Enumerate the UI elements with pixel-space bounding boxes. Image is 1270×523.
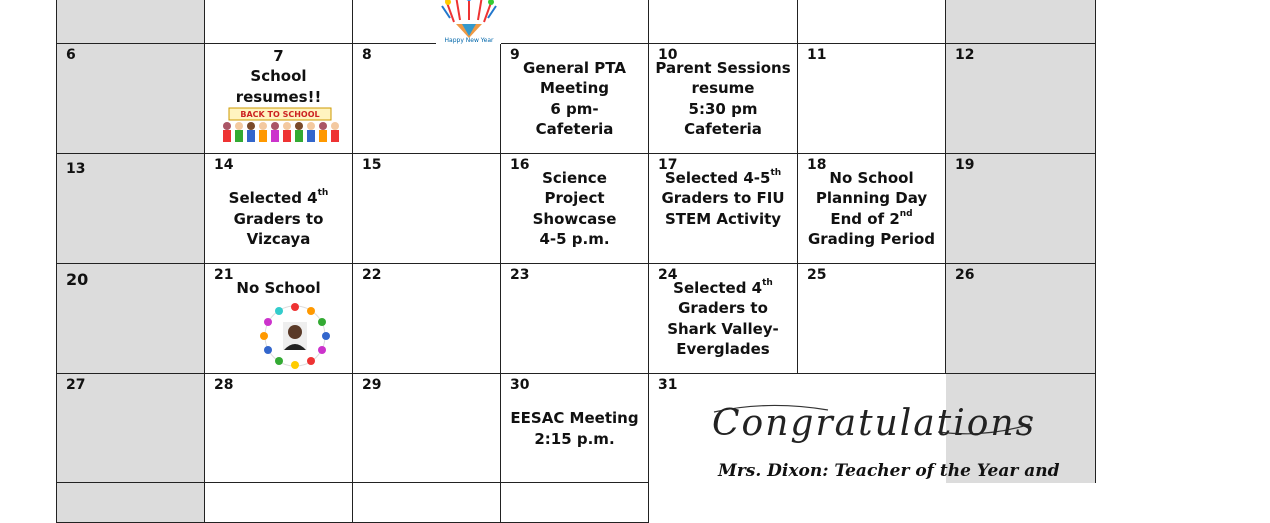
event-line: resume xyxy=(691,79,755,97)
happy-new-year-image xyxy=(436,0,502,44)
calendar-cell xyxy=(353,44,501,154)
calendar-cell xyxy=(353,483,501,523)
calendar-cell xyxy=(205,44,353,154)
calendar-cell xyxy=(353,374,501,483)
calendar-cell xyxy=(501,0,649,44)
event-line: Selected 4-5th xyxy=(664,168,782,187)
event-line: 6 pm- xyxy=(550,100,599,118)
calendar-cell xyxy=(205,264,353,374)
congratulations-heading: Congratulations xyxy=(712,403,1037,444)
day-number: 30 xyxy=(510,377,530,393)
calendar-cell xyxy=(798,0,946,44)
calendar-cell xyxy=(56,374,205,483)
event-line: No School xyxy=(236,279,321,297)
event-line: Graders to xyxy=(233,210,324,228)
calendar-cell xyxy=(56,44,205,154)
back-to-school-image xyxy=(219,106,341,146)
event-line: Cafeteria xyxy=(684,120,762,138)
day-number: 21 xyxy=(214,267,234,283)
calendar-cell xyxy=(501,264,649,374)
day-number: 22 xyxy=(362,267,382,283)
event-line: No School xyxy=(829,169,914,187)
day-number: 20 xyxy=(66,270,89,289)
day-number: 6 xyxy=(66,47,76,63)
event-line: Shark Valley- xyxy=(667,320,779,338)
mlk-children-circle-image xyxy=(256,302,334,370)
day-number: 23 xyxy=(510,267,530,283)
day-number: 9 xyxy=(510,47,520,63)
event-line: Everglades xyxy=(676,340,770,358)
calendar-cell xyxy=(649,0,798,44)
calendar-cell xyxy=(205,483,353,523)
calendar-cell xyxy=(649,44,798,154)
calendar-cell xyxy=(205,374,353,483)
day-number: 12 xyxy=(955,47,975,63)
calendar-cell xyxy=(946,154,1096,264)
event-line: Selected 4th xyxy=(228,188,329,207)
calendar-cell xyxy=(946,0,1096,44)
event-line: Cafeteria xyxy=(535,120,614,138)
event-line: Selected 4th xyxy=(673,278,773,297)
event-line: Meeting xyxy=(539,79,609,97)
calendar-cell xyxy=(353,264,501,374)
day-number: 16 xyxy=(510,157,530,173)
calendar-cell xyxy=(501,154,649,264)
event-line: Graders to xyxy=(678,299,768,317)
event-line: 2:15 p.m. xyxy=(534,430,615,448)
event-line: Grading Period xyxy=(807,230,936,248)
svg-text:BACK TO SCHOOL: BACK TO SCHOOL xyxy=(240,110,320,119)
event-line: resumes!! xyxy=(235,88,322,106)
event-line: 4-5 p.m. xyxy=(539,230,610,248)
event-line: Science xyxy=(542,169,607,187)
calendar-cell xyxy=(501,483,649,523)
calendar-cell xyxy=(798,44,946,154)
day-number: 8 xyxy=(362,47,372,63)
calendar-cell xyxy=(56,0,205,44)
day-number: 27 xyxy=(66,377,86,393)
event-line: Vizcaya xyxy=(246,230,311,248)
day-number: 13 xyxy=(66,161,86,177)
day-number: 18 xyxy=(807,157,827,173)
calendar-cell xyxy=(353,154,501,264)
calendar-cell xyxy=(56,483,205,523)
calendar-cell xyxy=(501,44,649,154)
calendar-cell xyxy=(56,264,205,374)
calendar-cell xyxy=(946,44,1096,154)
day-number: 28 xyxy=(214,377,234,393)
day-number: 25 xyxy=(807,267,827,283)
calendar-cell xyxy=(501,374,649,483)
day-number: 26 xyxy=(955,267,975,283)
day-number: 7 xyxy=(273,47,284,65)
day-number: 14 xyxy=(214,157,234,173)
day-number: 19 xyxy=(955,157,975,173)
day-number: 31 xyxy=(658,377,678,393)
event-line: Graders to FIU xyxy=(661,189,785,207)
calendar-cell xyxy=(798,154,946,264)
teacher-of-year-text: Mrs. Dixon: Teacher of the Year and xyxy=(718,461,1060,481)
calendar-cell xyxy=(649,264,798,374)
event-line: 5:30 pm xyxy=(688,100,758,118)
calendar-cell xyxy=(353,0,501,44)
event-line: End of 2nd xyxy=(830,209,913,228)
event-line: School xyxy=(250,67,307,85)
calendar-cell xyxy=(946,264,1096,374)
event-line: General PTA xyxy=(523,59,626,77)
calendar-cell xyxy=(649,154,798,264)
event-line: Showcase xyxy=(532,210,617,228)
day-number: 15 xyxy=(362,157,382,173)
event-line: Planning Day xyxy=(815,189,928,207)
calendar-cell xyxy=(56,154,205,264)
event-line: STEM Activity xyxy=(664,210,782,228)
calendar-cell xyxy=(798,264,946,374)
event-line: Parent Sessions xyxy=(655,59,791,77)
day-number: 29 xyxy=(362,377,382,393)
day-number: 10 xyxy=(658,47,678,63)
event-line: EESAC Meeting xyxy=(510,409,639,427)
svg-text:Happy New Year: Happy New Year xyxy=(444,37,494,44)
event-line: Project xyxy=(544,189,605,207)
calendar-cell xyxy=(205,0,353,44)
day-number: 11 xyxy=(807,47,827,63)
day-number: 17 xyxy=(658,157,678,173)
calendar-cell xyxy=(205,154,353,264)
day-number: 24 xyxy=(658,267,678,283)
